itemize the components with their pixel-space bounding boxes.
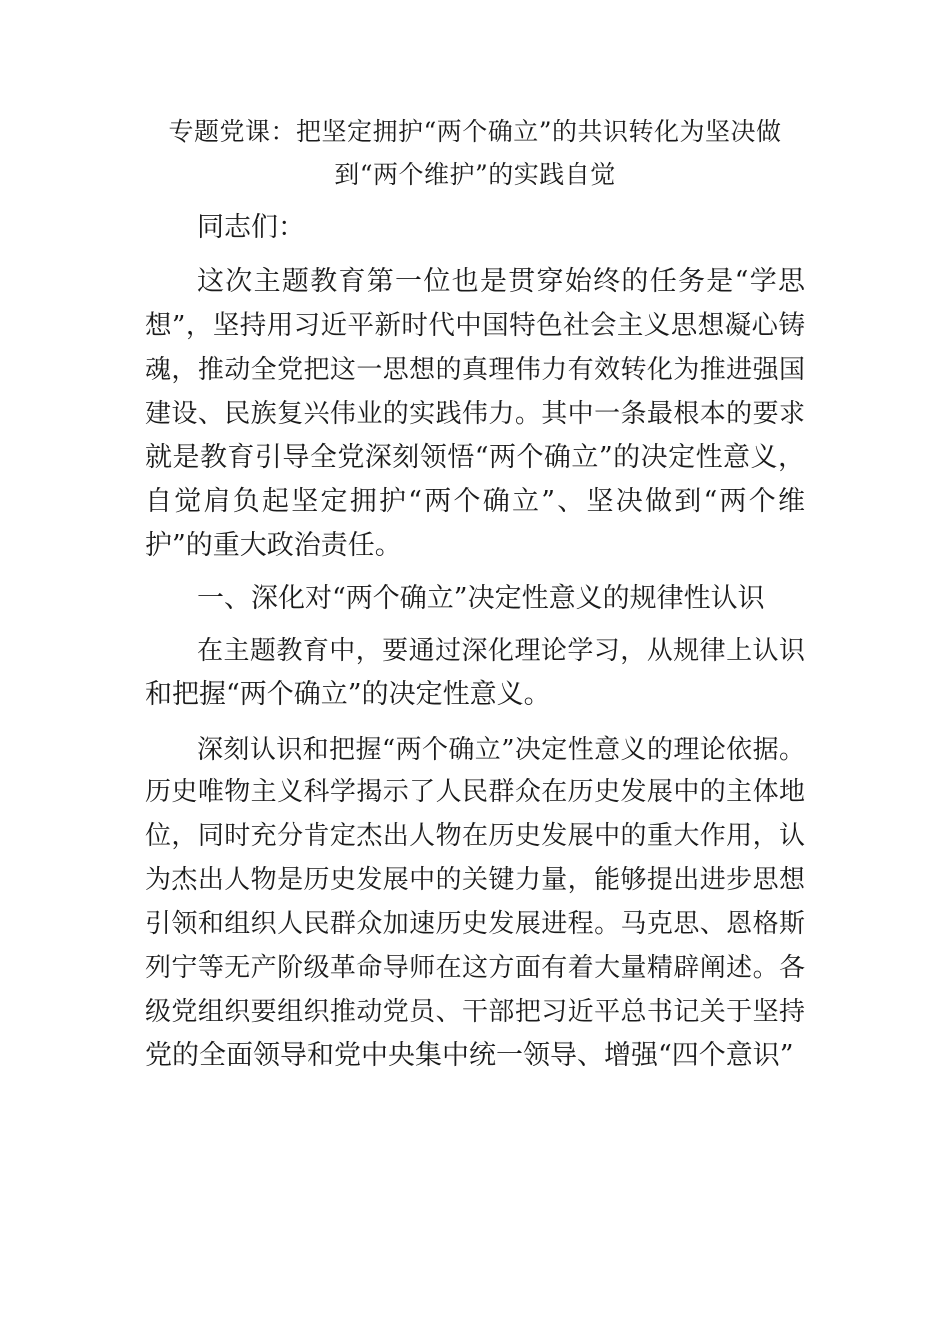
- paragraph-3-line-6: 列宁等无产阶级革命导师在这方面有着大量精辟阐述。各: [145, 953, 805, 983]
- paragraph-3-line-1: 深刻认识和把握“两个确立”决定性意义的理论依据。: [197, 735, 805, 765]
- paragraph-3-line-7: 级党组织要组织推动党员、干部把习近平总书记关于坚持: [145, 997, 805, 1027]
- paragraph-3-line-2: 历史唯物主义科学揭示了人民群众在历史发展中的主体地: [145, 777, 805, 807]
- salutation: 同志们：: [197, 212, 305, 243]
- paragraph-3-line-8: 党的全面领导和党中央集中统一领导、增强“四个意识”: [145, 1040, 794, 1071]
- paragraph-3-line-5: 引领和组织人民群众加速历史发展进程。马克思、恩格斯: [145, 909, 805, 939]
- paragraph-2-line-1: 在主题教育中，要通过深化理论学习，从规律上认识: [197, 636, 805, 666]
- document-title-line-1: 专题党课：把坚定拥护“两个确立”的共识转化为坚决做: [168, 117, 782, 146]
- paragraph-3-line-3: 位，同时充分肯定杰出人物在历史发展中的重大作用，认: [145, 821, 805, 851]
- paragraph-1-line-2: 想”，坚持用习近平新时代中国特色社会主义思想凝心铸: [145, 310, 805, 341]
- paragraph-1-line-5: 就是教育引导全党深刻领悟“两个确立”的决定性意义，: [145, 442, 805, 473]
- paragraph-1-line-3: 魂，推动全党把这一思想的真理伟力有效转化为推进强国: [145, 355, 805, 385]
- paragraph-3-line-4: 为杰出人物是历史发展中的关键力量，能够提出进步思想: [145, 865, 805, 895]
- section-heading-1: 一、深化对“两个确立”决定性意义的规律性认识: [197, 583, 765, 614]
- paragraph-2-line-2: 和把握“两个确立”的决定性意义。: [145, 679, 551, 710]
- document-title-line-2: 到“两个维护”的实践自觉: [334, 160, 616, 189]
- paragraph-1-line-7: 护”的重大政治责任。: [145, 530, 402, 561]
- paragraph-1-line-4: 建设、民族复兴伟业的实践伟力。其中一条最根本的要求: [145, 399, 805, 429]
- paragraph-1-line-1: 这次主题教育第一位也是贯穿始终的任务是“学思: [197, 266, 805, 297]
- paragraph-1-line-6: 自觉肩负起坚定拥护“两个确立”、坚决做到“两个维: [145, 486, 805, 517]
